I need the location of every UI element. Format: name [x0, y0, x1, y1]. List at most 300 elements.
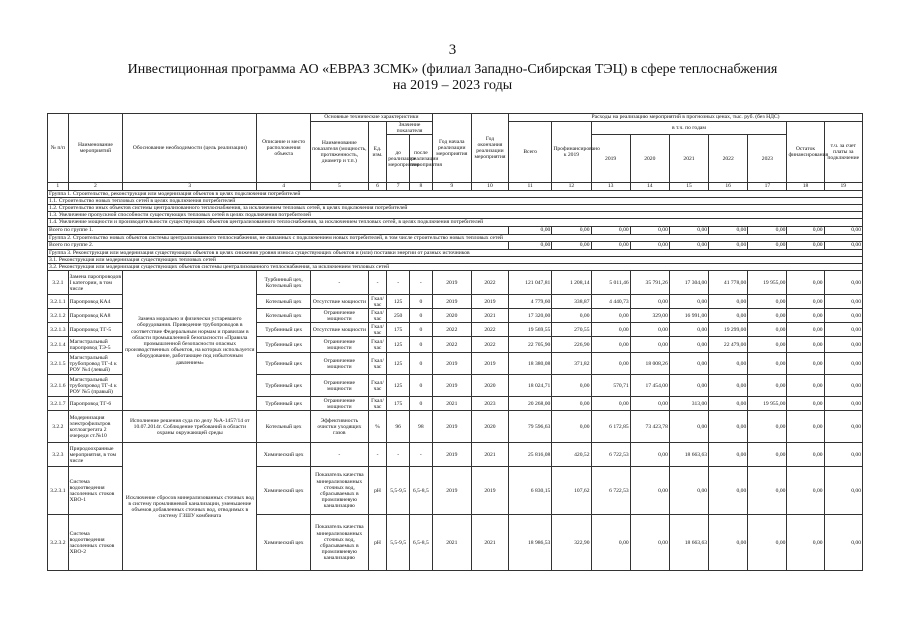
row-num: 3.2.3.1 — [48, 467, 69, 515]
row-after: 0 — [409, 323, 432, 337]
row-num: 3.2.3.2 — [48, 515, 69, 571]
table-row — [48, 443, 863, 467]
row-including: 0,00 — [824, 271, 862, 295]
row-2023: 0,00 — [748, 309, 787, 323]
row-year-end: 2020 — [471, 375, 508, 397]
row-2023: 0,00 — [748, 295, 787, 309]
column-numbers-row — [48, 183, 863, 190]
row-unit: - — [368, 271, 387, 295]
row-remainder: 0,00 — [787, 323, 824, 337]
page-number: 3 — [448, 42, 457, 58]
row-justification: Замена морально и физически устаревшего оборудования. Приведение трубопроводов в соответствие Федеральным нормам и правилам в области промышленной безопасности «Правила промышленной безопасности опасных производственных объектов, на которых используется оборудование, работающее под избыточным давлением» — [123, 271, 257, 411]
row-2022: 41 778,00 — [709, 271, 748, 295]
row-before: 250 — [387, 309, 410, 323]
total-group-1-label: Всего по группе 1. — [48, 226, 509, 234]
row-num: 3.2.1.3 — [48, 323, 69, 337]
row-after: 0 — [409, 397, 432, 411]
row-location: Турбинный цех — [257, 337, 311, 353]
total-value: 0,00 — [824, 241, 862, 249]
header-tech-group: Основные технические характеристики — [310, 114, 432, 122]
row-tech: Ограничение мощности — [310, 337, 368, 353]
row-remainder: 0,00 — [787, 295, 824, 309]
header-by-years: в т.ч. по годам — [591, 122, 787, 135]
row-including: 0,00 — [824, 337, 862, 353]
row-financed: 1 208,14 — [552, 271, 591, 295]
row-2023: 0,00 — [748, 443, 787, 467]
row-name: Паропровод ТГ-5 — [68, 323, 123, 337]
row-unit: pH — [368, 515, 387, 571]
row-including: 0,00 — [824, 323, 862, 337]
row-location: Котельный цех — [257, 295, 311, 309]
row-year-end: 2019 — [471, 295, 508, 309]
row-year-end: 2019 — [471, 467, 508, 515]
row-after: 0 — [409, 375, 432, 397]
row-2019: 0,00 — [591, 323, 630, 337]
row-2021: 0,00 — [669, 353, 708, 375]
row-2022: 0,00 — [709, 397, 748, 411]
row-2021: 0,00 — [669, 323, 708, 337]
total-value: 0,00 — [709, 241, 748, 249]
row-remainder: 0,00 — [787, 375, 824, 397]
row-total: 4 779,60 — [509, 295, 552, 309]
total-value: 0,00 — [552, 226, 591, 234]
row-2019: 6 172,85 — [591, 411, 630, 443]
header-year-2020: 2020 — [630, 135, 669, 183]
row-tech: Показатель качества минерализованных сточных вод, сбрасываемых в промливневую канализацию — [310, 515, 368, 571]
row-name: Паропровод КА4 — [68, 295, 123, 309]
row-unit: Гкал/час — [368, 337, 387, 353]
subgroup-1-2: 1.2. Строительство иных объектов системы централизованного теплоснабжения, за исключением тепловых сетей, в целях подключения потребителей — [48, 205, 863, 212]
header-year-start: Год начала реализации мероприятия — [432, 114, 471, 183]
col-number: 19 — [824, 183, 862, 190]
title-line-2: на 2019 – 2023 годы — [392, 78, 513, 93]
col-number: 16 — [709, 183, 748, 190]
header-value-group: Значение показателя — [387, 122, 432, 135]
row-after: 6,5-8,5 — [409, 515, 432, 571]
row-2022: 0,00 — [709, 295, 748, 309]
row-including: 0,00 — [824, 295, 862, 309]
row-remainder: 0,00 — [787, 443, 824, 467]
row-remainder: 0,00 — [787, 397, 824, 411]
row-location: Турбинный цех — [257, 323, 311, 337]
row-year-end: 2022 — [471, 337, 508, 353]
row-name: Паропровод ТГ-6 — [68, 397, 123, 411]
row-location: Химический цех — [257, 467, 311, 515]
row-before: 125 — [387, 337, 410, 353]
row-year-end: 2021 — [471, 443, 508, 467]
row-2021: 0,00 — [669, 337, 708, 353]
row-year-end: 2022 — [471, 271, 508, 295]
row-2020: 0,00 — [630, 467, 669, 515]
row-financed: 226,90 — [552, 337, 591, 353]
row-2021: 0,00 — [669, 411, 708, 443]
header-year-2023: 2023 — [748, 135, 787, 183]
row-after: - — [409, 271, 432, 295]
row-2019: 0,00 — [591, 353, 630, 375]
total-value: 0,00 — [591, 241, 630, 249]
row-after: 0 — [409, 295, 432, 309]
row-justification: Исполнение решения суда по делу №А-1457/14 от 10.07.2014г. Соблюдение требований в области охраны окружающей среды — [123, 411, 257, 443]
row-location: Химический цех — [257, 515, 311, 571]
row-name: Магистральный паропровод ТЭ-5 — [68, 337, 123, 353]
total-value: 0,00 — [709, 226, 748, 234]
row-financed: 0,00 — [552, 411, 591, 443]
row-year-start: 2020 — [432, 309, 471, 323]
row-financed: 338,87 — [552, 295, 591, 309]
row-total: 17 320,00 — [509, 309, 552, 323]
row-num: 3.2.1.2 — [48, 309, 69, 323]
header-value-after: после реализации мероприятия — [409, 135, 432, 183]
row-location: Турбинный цех — [257, 353, 311, 375]
col-number: 6 — [368, 183, 387, 190]
row-2020: 0,00 — [630, 515, 669, 571]
header-financed: Профинансировано к 2019 — [552, 122, 591, 183]
header-location: Описание и место расположения объекта — [257, 114, 311, 183]
header-name: Наименование мероприятий — [68, 114, 123, 183]
row-2019: 0,00 — [591, 515, 630, 571]
row-before: - — [387, 443, 410, 467]
row-location: Котельный цех — [257, 309, 311, 323]
row-after: - — [409, 443, 432, 467]
row-2020: 0,00 — [630, 295, 669, 309]
row-2023: 0,00 — [748, 515, 787, 571]
row-year-start: 2022 — [432, 337, 471, 353]
row-2022: 0,00 — [709, 353, 748, 375]
row-num: 3.2.1.7 — [48, 397, 69, 411]
row-2020: 0,00 — [630, 443, 669, 467]
row-before: 96 — [387, 411, 410, 443]
header-including: т.ч. за счет платы за подключение — [824, 122, 862, 183]
row-remainder: 0,00 — [787, 467, 824, 515]
row-unit: Гкал/час — [368, 397, 387, 411]
col-number: 13 — [591, 183, 630, 190]
row-before: 125 — [387, 353, 410, 375]
col-number: 4 — [257, 183, 311, 190]
total-value: 0,00 — [669, 241, 708, 249]
header-remainder: Остаток финансирования — [787, 122, 824, 183]
row-year-start: 2019 — [432, 411, 471, 443]
row-remainder: 0,00 — [787, 309, 824, 323]
col-number: 9 — [432, 183, 471, 190]
header-justification: Обоснование необходимости (цель реализации) — [123, 114, 257, 183]
row-year-start: 2021 — [432, 397, 471, 411]
row-year-start: 2019 — [432, 467, 471, 515]
row-2019: 570,71 — [591, 375, 630, 397]
row-2019: 6 722,53 — [591, 443, 630, 467]
row-year-end: 2021 — [471, 309, 508, 323]
col-number: 3 — [123, 183, 257, 190]
row-2023: 0,00 — [748, 375, 787, 397]
row-2021: 17 304,00 — [669, 271, 708, 295]
row-total: 20 268,00 — [509, 397, 552, 411]
row-name: Магистральный трубопровод ТГ-4 к РОУ №4 (левый) — [68, 353, 123, 375]
row-justification: Исключение сбросов минерализованных сточных вод в систему промливневой канализации, уменьшение объемов добавленных сточных вод, отводимых в систему ГЗШУ комбината — [123, 443, 257, 571]
row-2021: 0,00 — [669, 375, 708, 397]
row-tech: Эффективность очистки уходящих газов — [310, 411, 368, 443]
row-2020: 35 791,26 — [630, 271, 669, 295]
row-financed: 270,55 — [552, 323, 591, 337]
row-including: 0,00 — [824, 515, 862, 571]
row-unit: Гкал/час — [368, 375, 387, 397]
row-total: 6 830,15 — [509, 467, 552, 515]
total-value: 0,00 — [669, 226, 708, 234]
total-value: 0,00 — [591, 226, 630, 234]
row-unit: Гкал/час — [368, 353, 387, 375]
row-year-end: 2019 — [471, 353, 508, 375]
row-tech: - — [310, 443, 368, 467]
row-location: Котельный цех — [257, 411, 311, 443]
row-unit: Гкал/час — [368, 295, 387, 309]
row-num: 3.2.1.6 — [48, 375, 69, 397]
row-financed: 322,90 — [552, 515, 591, 571]
header-cost-group: Расходы на реализацию мероприятий в прогнозных ценах, тыс. руб. (без НДС) — [509, 114, 863, 122]
col-number: 2 — [68, 183, 123, 190]
row-2021: 16 991,00 — [669, 309, 708, 323]
total-value: 0,00 — [630, 241, 669, 249]
row-unit: - — [368, 443, 387, 467]
row-name: Замена паропроводов I категории, в том числе — [68, 271, 123, 295]
row-after: 98 — [409, 411, 432, 443]
row-year-start: 2019 — [432, 443, 471, 467]
row-2023: 0,00 — [748, 323, 787, 337]
row-total: 79 596,63 — [509, 411, 552, 443]
header-num: № п/п — [48, 114, 69, 183]
col-number: 15 — [669, 183, 708, 190]
row-before: 125 — [387, 295, 410, 309]
title-line-1: Инвестиционная программа АО «ЕВРАЗ ЗСМК» (филиал Западно-Сибирская ТЭЦ) в сфере теплоснабжения — [127, 62, 778, 77]
row-location: Турбинный цех, Котельный цех — [257, 271, 311, 295]
row-tech: Ограничение мощности — [310, 353, 368, 375]
subgroup-3-1: 3.1. Реконструкция или модернизация существующих тепловых сетей — [48, 257, 863, 264]
col-number: 10 — [471, 183, 508, 190]
col-number: 8 — [409, 183, 432, 190]
row-location: Турбинный цех — [257, 397, 311, 411]
row-2020: 0,00 — [630, 397, 669, 411]
row-num: 3.2.2 — [48, 411, 69, 443]
row-name: Система водоотведения засоленных стоков ХВО-1 — [68, 467, 123, 515]
row-2022: 22 479,00 — [709, 337, 748, 353]
row-including: 0,00 — [824, 467, 862, 515]
row-after: 6,5-8,5 — [409, 467, 432, 515]
row-2021: 18 663,63 — [669, 515, 708, 571]
total-value: 0,00 — [748, 226, 787, 234]
row-tech: Ограничение мощности — [310, 375, 368, 397]
row-2021: 0,00 — [669, 467, 708, 515]
col-number: 5 — [310, 183, 368, 190]
total-value: 0,00 — [630, 226, 669, 234]
row-financed: 0,00 — [552, 375, 591, 397]
row-including: 0,00 — [824, 397, 862, 411]
total-value: 0,00 — [787, 226, 824, 234]
row-before: 5,5-9,5 — [387, 515, 410, 571]
row-year-start: 2021 — [432, 515, 471, 571]
row-location: Химический цех — [257, 443, 311, 467]
row-after: 0 — [409, 337, 432, 353]
header-total: Всего — [509, 122, 552, 183]
row-unit: % — [368, 411, 387, 443]
row-location: Турбинный цех — [257, 375, 311, 397]
row-tech: Отсутствие мощности — [310, 295, 368, 309]
row-financed: 0,00 — [552, 309, 591, 323]
row-2019: 0,00 — [591, 309, 630, 323]
row-year-start: 2019 — [432, 271, 471, 295]
row-total: 25 816,08 — [509, 443, 552, 467]
subgroup-1-3: 1.3. Увеличение пропускной способности существующих тепловых сетей в целях подключения потребителей — [48, 212, 863, 219]
row-tech: - — [310, 271, 368, 295]
row-2020: 73 423,78 — [630, 411, 669, 443]
row-name: Природоохранные мероприятия, в том числе — [68, 443, 123, 467]
row-financed: 371,82 — [552, 353, 591, 375]
investment-program-table — [47, 113, 863, 571]
row-tech: Отсутствие мощности — [310, 323, 368, 337]
subgroup-3-2: 3.2. Реконструкция или модернизация существующих объектов системы централизованного теплоснабжения, за исключением тепловых сетей — [48, 264, 863, 271]
header-value-before: до реализации мероприятия — [387, 135, 410, 183]
subgroup-1-4: 1.4. Увеличение мощности и производительности существующих объектов централизованного теплоснабжения, за исключением тепловых сетей, в целях подключения потребителей — [48, 219, 863, 226]
row-remainder: 0,00 — [787, 515, 824, 571]
header-year-end: Год окончания реализации мероприятия — [471, 114, 508, 183]
row-financed: 107,62 — [552, 467, 591, 515]
row-2020: 0,00 — [630, 337, 669, 353]
table-row — [48, 411, 863, 443]
row-after: 0 — [409, 309, 432, 323]
row-tech: Показатель качества минерализованных сточных вод, сбрасываемых в промливневую канализацию — [310, 467, 368, 515]
header-tech-name: Наименование показателя (мощность, протяженность, диаметр и т.п.) — [310, 122, 368, 183]
row-total: 18 024,71 — [509, 375, 552, 397]
row-including: 0,00 — [824, 309, 862, 323]
row-unit: pH — [368, 467, 387, 515]
row-unit: Гкал/час — [368, 309, 387, 323]
row-including: 0,00 — [824, 375, 862, 397]
row-name: Система водоотведения засоленных стоков ХВО-2 — [68, 515, 123, 571]
row-total: 121 047,81 — [509, 271, 552, 295]
row-name: Паропровод КА8 — [68, 309, 123, 323]
row-2023: 19 955,00 — [748, 397, 787, 411]
row-2022: 0,00 — [709, 467, 748, 515]
row-tech: Ограничение мощности — [310, 309, 368, 323]
subgroup-1-1: 1.1. Строительство новых тепловых сетей в целях подключения потребителей — [48, 197, 863, 204]
row-after: 0 — [409, 353, 432, 375]
row-num: 3.2.1.1 — [48, 295, 69, 309]
row-2020: 17 454,00 — [630, 375, 669, 397]
row-2022: 0,00 — [709, 309, 748, 323]
row-total: 18 380,08 — [509, 353, 552, 375]
row-before: 5,5-9,5 — [387, 467, 410, 515]
row-2022: 0,00 — [709, 515, 748, 571]
row-2021: 313,00 — [669, 397, 708, 411]
row-2021: 18 663,63 — [669, 443, 708, 467]
row-num: 3.2.3 — [48, 443, 69, 467]
row-2021: 0,00 — [669, 295, 708, 309]
total-group-2-row — [48, 241, 863, 249]
total-group-1-row — [48, 226, 863, 234]
row-2019: 0,00 — [591, 397, 630, 411]
col-number: 18 — [787, 183, 824, 190]
group-1-heading: Группа 1. Строительство, реконструкция или модернизация объектов в целях подключения потребителей — [48, 190, 863, 197]
total-value: 0,00 — [787, 241, 824, 249]
table-row — [48, 271, 863, 295]
row-remainder: 0,00 — [787, 271, 824, 295]
row-2019: 6 722,53 — [591, 467, 630, 515]
col-number: 11 — [509, 183, 552, 190]
total-group-2-label: Всего по группе 2. — [48, 241, 509, 249]
row-tech: Ограничение мощности — [310, 397, 368, 411]
header-year-2022: 2022 — [709, 135, 748, 183]
row-num: 3.2.1 — [48, 271, 69, 295]
row-year-start: 2019 — [432, 375, 471, 397]
col-number: 17 — [748, 183, 787, 190]
row-including: 0,00 — [824, 443, 862, 467]
group-3-heading: Группа 3. Реконструкция или модернизация существующих объектов в целях снижения уровня износа существующих объектов и (или) поставки энергии от разных источников — [48, 249, 863, 256]
row-before: 175 — [387, 323, 410, 337]
row-total: 18 986,53 — [509, 515, 552, 571]
row-num: 3.2.1.5 — [48, 353, 69, 375]
row-year-end: 2023 — [471, 397, 508, 411]
row-2020: 0,00 — [630, 323, 669, 337]
row-total: 19 569,55 — [509, 323, 552, 337]
row-financed: 0,00 — [552, 397, 591, 411]
row-2022: 0,00 — [709, 375, 748, 397]
row-2023: 0,00 — [748, 353, 787, 375]
row-2023: 0,00 — [748, 467, 787, 515]
col-number: 12 — [552, 183, 591, 190]
row-2020: 329,00 — [630, 309, 669, 323]
row-remainder: 0,00 — [787, 353, 824, 375]
row-2023: 0,00 — [748, 337, 787, 353]
row-before: - — [387, 271, 410, 295]
row-num: 3.2.1.4 — [48, 337, 69, 353]
row-year-end: 2022 — [471, 323, 508, 337]
col-number: 1 — [48, 183, 69, 190]
row-2022: 0,00 — [709, 411, 748, 443]
group-2-heading: Группа 2. Строительство новых объектов системы централизованного теплоснабжения, не связанных с подключением новых потребителей, в том числе строительство новых тепловых сетей — [48, 234, 863, 241]
total-value: 0,00 — [824, 226, 862, 234]
row-year-start: 2019 — [432, 295, 471, 309]
row-2022: 0,00 — [709, 443, 748, 467]
row-total: 22 705,90 — [509, 337, 552, 353]
row-before: 175 — [387, 397, 410, 411]
row-remainder: 0,00 — [787, 337, 824, 353]
row-year-end: 2021 — [471, 515, 508, 571]
header-year-2021: 2021 — [669, 135, 708, 183]
row-2023: 0,00 — [748, 411, 787, 443]
row-name: Модернизация электрофильтров котлоагрегата 2 очереди ст.№10 — [68, 411, 123, 443]
row-including: 0,00 — [824, 411, 862, 443]
row-2019: 4 440,73 — [591, 295, 630, 309]
col-number: 14 — [630, 183, 669, 190]
row-year-end: 2020 — [471, 411, 508, 443]
document-title — [0, 62, 905, 94]
total-value: 0,00 — [509, 226, 552, 234]
total-value: 0,00 — [748, 241, 787, 249]
row-2022: 19 299,00 — [709, 323, 748, 337]
row-2020: 18 008,26 — [630, 353, 669, 375]
header-unit: Ед. изм. — [368, 122, 387, 183]
row-name: Магистральный трубопровод ТГ-4 к РОУ №5 (правый) — [68, 375, 123, 397]
row-2019: 0,00 — [591, 337, 630, 353]
row-financed: 420,52 — [552, 443, 591, 467]
row-2023: 19 955,00 — [748, 271, 787, 295]
total-value: 0,00 — [552, 241, 591, 249]
row-year-start: 2022 — [432, 323, 471, 337]
row-year-start: 2019 — [432, 353, 471, 375]
row-including: 0,00 — [824, 353, 862, 375]
row-before: 125 — [387, 375, 410, 397]
header-year-2019: 2019 — [591, 135, 630, 183]
row-2019: 5 011,46 — [591, 271, 630, 295]
col-number: 7 — [387, 183, 410, 190]
row-unit: Гкал/час — [368, 323, 387, 337]
row-remainder: 0,00 — [787, 411, 824, 443]
